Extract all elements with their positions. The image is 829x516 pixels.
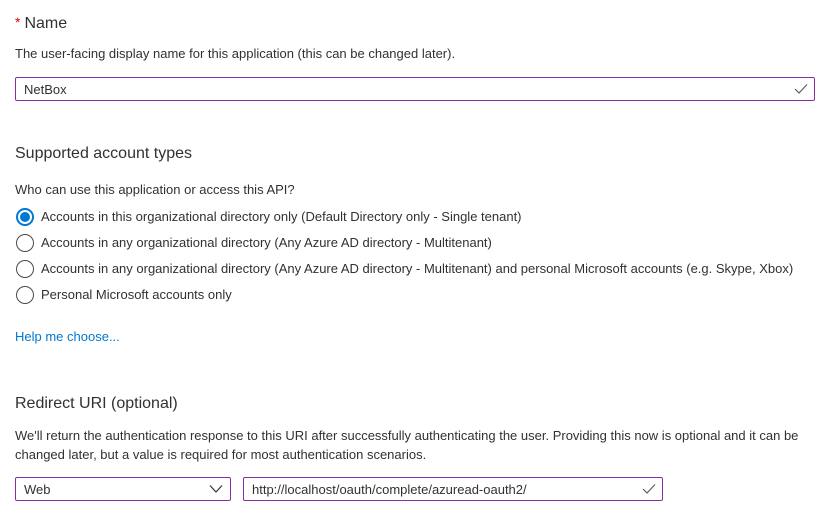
redirect-uri-input[interactable]	[243, 477, 663, 501]
radio-selected-icon	[16, 208, 34, 226]
account-types-section-title: Supported account types	[15, 145, 193, 162]
name-input[interactable]	[15, 77, 815, 101]
platform-select-value: Web	[24, 481, 51, 497]
platform-select[interactable]	[15, 477, 231, 501]
name-input-wrap	[15, 77, 815, 101]
name-title-text: Name	[24, 15, 68, 32]
checkmark-icon	[642, 483, 656, 495]
radio-unselected-icon	[16, 234, 34, 252]
required-asterisk: *	[15, 14, 21, 30]
account-types-question: Who can use this application or access this API?	[15, 182, 295, 197]
radio-option-label: Accounts in any organizational directory (Any Azure AD directory - Multitenant)	[41, 235, 492, 250]
radio-option-label: Accounts in this organizational directory only (Default Directory only - Single tenant)	[41, 209, 522, 224]
radio-option-label: Accounts in any organizational directory (Any Azure AD directory - Multitenant) and personal Microsoft accounts (e.g. Skype, Xbox)	[41, 261, 794, 276]
redirect-uri-row	[15, 477, 815, 501]
radio-option-single-tenant[interactable]	[15, 204, 815, 230]
account-types-radio-group	[15, 204, 815, 308]
radio-unselected-icon	[16, 286, 34, 304]
radio-option-multitenant[interactable]	[15, 230, 815, 256]
radio-option-multitenant-personal[interactable]	[15, 256, 815, 282]
redirect-uri-input-wrap	[243, 477, 663, 501]
radio-option-personal-only[interactable]	[15, 282, 815, 308]
radio-unselected-icon	[16, 260, 34, 278]
name-section-title	[15, 12, 815, 34]
radio-option-label: Personal Microsoft accounts only	[41, 287, 232, 302]
chevron-down-icon	[209, 485, 223, 494]
redirect-uri-section-title: Redirect URI (optional)	[15, 395, 178, 412]
checkmark-icon	[794, 83, 808, 95]
help-me-choose-link[interactable]: Help me choose...	[15, 329, 120, 344]
redirect-uri-description: We'll return the authentication response to this URI after successfully authenticating the user. Providing this now is optional and it can be changed later, but a value is required for most authentication scenarios.	[15, 428, 799, 462]
name-description: The user-facing display name for this application (this can be changed later).	[15, 46, 456, 61]
